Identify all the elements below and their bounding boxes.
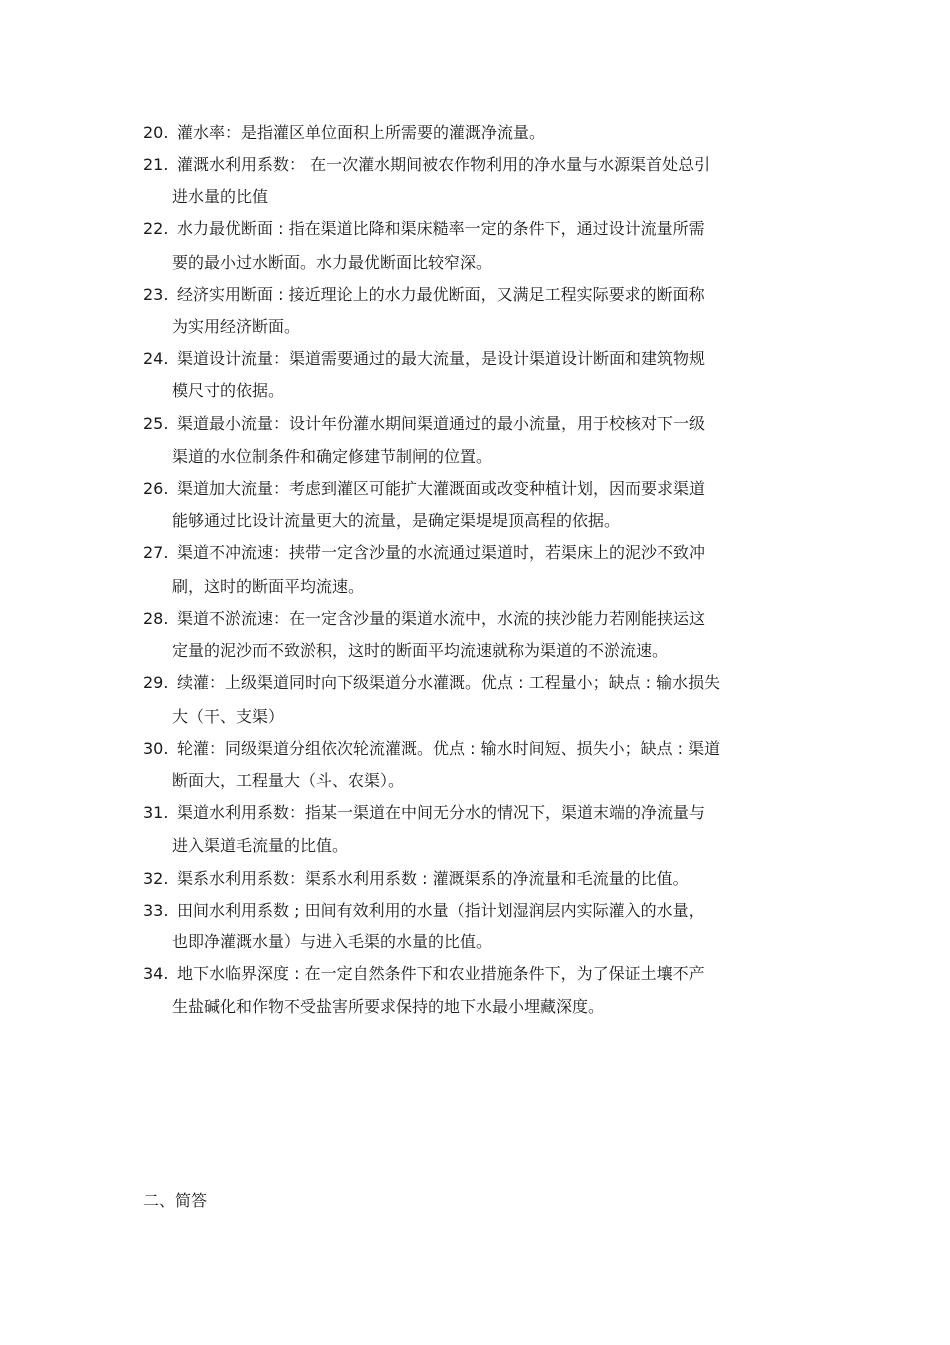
item-text: 地下水临界深度 : 在一定自然条件下和农业措施条件下，为了保证土壤不产 — [177, 964, 705, 983]
item-number: 22. — [143, 219, 169, 238]
item-continuation-30: 断面大，工程量大（斗、农渠）。 — [172, 771, 405, 790]
item-number: 23. — [143, 285, 169, 304]
item-continuation-27: 刷，这时的断面平均流速。 — [172, 577, 365, 596]
definition-item-23 — [143, 285, 705, 305]
definition-item-27 — [143, 543, 705, 563]
definition-item-21 — [143, 155, 710, 175]
definition-item-26 — [143, 479, 705, 499]
item-number: 25. — [143, 414, 169, 433]
item-text: 渠道加大流量：考虑到灌区可能扩大灌溉面或改变种植计划，因而要求渠道 — [177, 479, 706, 498]
item-number: 26. — [143, 479, 169, 498]
item-number: 31. — [143, 803, 169, 822]
item-number: 33. — [143, 901, 169, 920]
item-number: 28. — [143, 609, 169, 628]
definition-item-25 — [143, 414, 705, 434]
item-continuation-25: 渠道的水位制条件和确定修建节制闸的位置。 — [172, 447, 493, 466]
item-text: 轮灌：同级渠道分组依次轮流灌溉。优点 : 输水时间短、损失小；缺点 : 渠道 — [177, 739, 721, 758]
item-text: 灌溉水利用系数： 在一次灌水期间被农作物利用的净水量与水源渠首处总引 — [177, 155, 711, 174]
item-text: 渠道最小流量：设计年份灌水期间渠道通过的最小流量，用于校核对下一级 — [177, 414, 706, 433]
definition-item-22 — [143, 219, 705, 239]
definition-item-31 — [143, 803, 705, 823]
item-number: 34. — [143, 964, 169, 983]
item-text: 续灌：上级渠道同时向下级渠道分水灌溉。优点 : 工程量小；缺点 : 输水损失 — [177, 673, 721, 692]
item-text: 经济实用断面 : 接近理论上的水力最优断面，又满足工程实际要求的断面称 — [177, 285, 705, 304]
definition-item-20 — [143, 123, 545, 143]
definition-item-28 — [143, 609, 705, 629]
item-text: 渠道设计流量：渠道需要通过的最大流量，是设计渠道设计断面和建筑物规 — [177, 349, 706, 368]
item-text: 渠系水利用系数：渠系水利用系数 : 灌溉渠系的净流量和毛流量的比值。 — [177, 869, 689, 888]
item-continuation-24: 模尺寸的依据。 — [172, 381, 285, 400]
definition-item-24 — [143, 349, 705, 369]
item-continuation-31: 进入渠道毛流量的比值。 — [172, 836, 349, 855]
item-continuation-26: 能够通过比设计流量更大的流量，是确定渠堤堤顶高程的依据。 — [172, 511, 621, 530]
item-continuation-23: 为实用经济断面。 — [172, 317, 301, 336]
item-continuation-22: 要的最小过水断面。水力最优断面比较窄深。 — [172, 253, 493, 272]
item-continuation-28: 定量的泥沙而不致淤积，这时的断面平均流速就称为渠道的不淤流速。 — [172, 641, 669, 660]
item-number: 24. — [143, 349, 169, 368]
definition-item-32 — [143, 869, 689, 889]
definition-item-29 — [143, 673, 720, 693]
section-heading: 二、简答 — [143, 1191, 208, 1210]
item-text: 水力最优断面 : 指在渠道比降和渠床糙率一定的条件下，通过设计流量所需 — [177, 219, 705, 238]
item-continuation-33: 也即净灌溉水量）与进入毛渠的水量的比值。 — [172, 932, 493, 951]
item-number: 30. — [143, 739, 169, 758]
item-text: 田间水利用系数 ; 田间有效利用的水量（指计划湿润层内实际灌入的水量， — [177, 901, 705, 920]
item-number: 32. — [143, 869, 169, 888]
item-continuation-21: 进水量的比值 — [172, 187, 269, 206]
item-number: 29. — [143, 673, 169, 692]
item-continuation-29: 大（干、支渠） — [172, 707, 285, 726]
definition-item-34 — [143, 964, 705, 984]
item-text: 渠道水利用系数：指某一渠道在中间无分水的情况下，渠道末端的净流量与 — [177, 803, 706, 822]
item-number: 20. — [143, 123, 169, 142]
item-number: 27. — [143, 543, 169, 562]
item-continuation-34: 生盐碱化和作物不受盐害所要求保持的地下水最小埋藏深度。 — [172, 997, 605, 1016]
item-text: 渠道不淤流速：在一定含沙量的渠道水流中，水流的挟沙能力若刚能挟运这 — [177, 609, 706, 628]
definition-item-33 — [143, 901, 705, 921]
definition-item-30 — [143, 739, 720, 759]
item-number: 21. — [143, 155, 169, 174]
item-text: 渠道不冲流速：挟带一定含沙量的水流通过渠道时，若渠床上的泥沙不致冲 — [177, 543, 706, 562]
item-text: 灌水率：是指灌区单位面积上所需要的灌溉净流量。 — [177, 123, 546, 142]
